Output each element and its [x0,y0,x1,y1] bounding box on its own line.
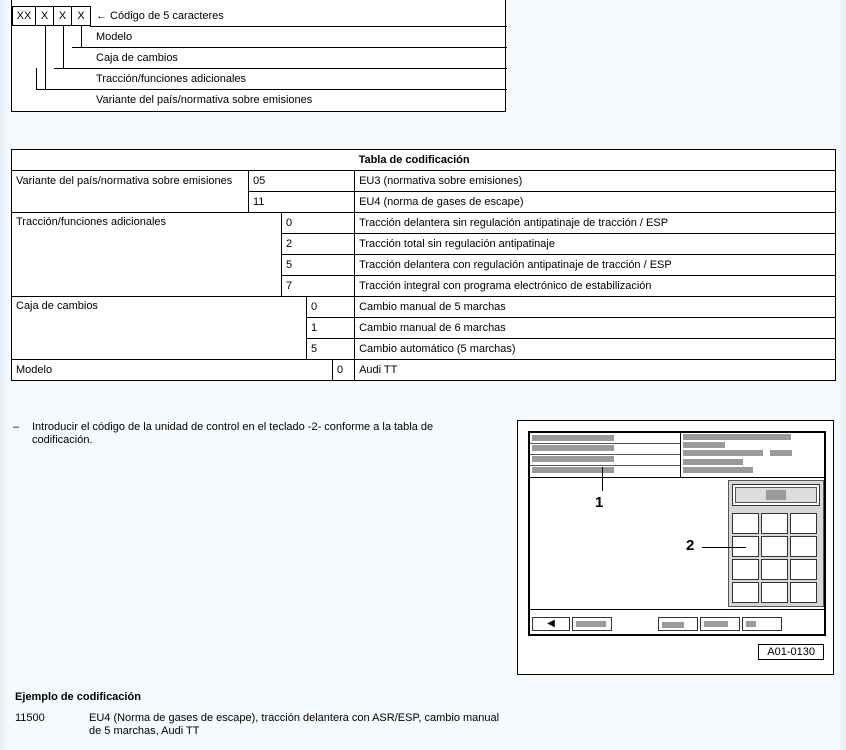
code-meaning: Tracción delantera con regulación antipatinaje de tracción / ESP [355,255,836,276]
code-value: 7 [282,276,355,297]
keypad-key[interactable] [790,513,817,534]
keypad-key[interactable] [761,513,788,534]
code-box-x2: X [53,6,72,26]
control-unit-figure [517,420,834,675]
code-value: 0 [282,213,355,234]
group-label-caja: Caja de cambios [12,297,307,360]
back-arrow-icon[interactable]: ◀ [532,617,570,631]
example-title: Ejemplo de codificación [15,691,141,703]
code-value: 5 [282,255,355,276]
keypad-display-button[interactable] [732,484,820,506]
code-meaning: Cambio manual de 6 marchas [355,318,836,339]
keypad-key[interactable] [761,559,788,580]
keypad-key[interactable] [732,582,759,603]
code-value: 2 [282,234,355,255]
code-box-x3: X [71,6,91,26]
table-row [12,297,836,318]
tester-screen [528,431,826,636]
structure-header-text: ← Código de 5 caracteres [96,10,224,22]
code-value: 11 [249,192,355,213]
code-meaning: Tracción delantera sin regulación antipatinaje de tracción / ESP [355,213,836,234]
table-row [12,150,836,171]
keypad-key[interactable] [761,582,788,603]
figure-id: A01-0130 [758,644,824,660]
keypad-key[interactable] [732,559,759,580]
softkey-button[interactable] [742,617,782,631]
bullet-dash: – [13,421,20,433]
table-row [12,192,836,213]
code-value: 05 [249,171,355,192]
code-value: 0 [333,360,355,381]
softkey-button[interactable] [572,617,612,631]
code-value: 0 [307,297,355,318]
code-box-x1: X [35,6,54,26]
keypad-key[interactable] [761,536,788,557]
keypad-key[interactable] [732,513,759,534]
structure-row-caja: Caja de cambios [96,52,178,64]
structure-row-variante: Variante del país/normativa sobre emisiones [96,94,313,106]
keypad-key[interactable] [790,559,817,580]
group-label-traccion: Tracción/funciones adicionales [12,213,282,297]
coding-table-title: Tabla de codificación [355,150,836,171]
example-code: 11500 [15,712,45,724]
keypad-key[interactable] [790,582,817,603]
code-value: 5 [307,339,355,360]
table-row [12,360,836,381]
code-value: 1 [307,318,355,339]
structure-row-modelo: Modelo [96,31,133,43]
example-description: EU4 (Norma de gases de escape), tracción delantera con ASR/ESP, cambio manual de 5 marchas, Audi TT [89,712,500,737]
code-meaning: Cambio manual de 5 marchas [355,297,836,318]
code-box-xx: XX [12,6,36,26]
code-meaning: Tracción total sin regulación antipatinaje [355,234,836,255]
structure-row-traccion: Tracción/funciones adicionales [96,73,247,85]
group-label-variante: Variante del país/normativa sobre emisiones [12,171,249,192]
code-structure-diagram [11,0,506,112]
keypad-key[interactable] [790,536,817,557]
coding-table [11,149,836,381]
code-meaning: EU4 (norma de gases de escape) [355,192,836,213]
code-meaning: EU3 (normativa sobre emisiones) [355,171,836,192]
callout-1: 1 [595,494,604,511]
code-meaning: Tracción integral con programa electrónico de estabilización [355,276,836,297]
instruction-step [13,421,463,446]
code-meaning: Audi TT [355,360,836,381]
instruction-text: Introducir el código de la unidad de control en el teclado -2- conforme a la tabla de codificación. [32,421,434,446]
code-meaning: Cambio automático (5 marchas) [355,339,836,360]
softkey-button[interactable] [700,617,740,631]
group-label-modelo: Modelo [12,360,333,381]
callout-2: 2 [686,537,695,554]
table-row [12,171,836,192]
table-row [12,213,836,234]
softkey-button[interactable] [658,617,698,631]
